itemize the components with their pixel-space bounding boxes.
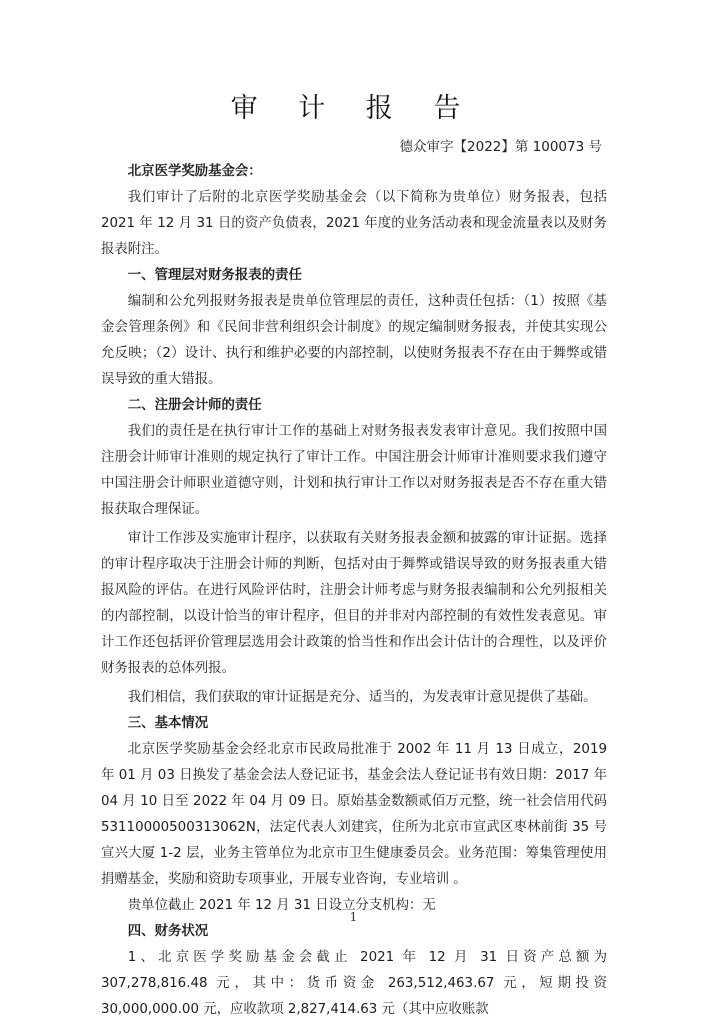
section-basic-info [101, 711, 607, 919]
section-heading: 二、注册会计师的责任 [127, 398, 262, 413]
section-paragraph: 我们相信，我们获取的审计证据是充分、适当的，为发表审计意见提供了基础。 [127, 690, 597, 705]
salutation: 北京医学奖励基金会： [127, 164, 262, 179]
report-body [101, 159, 607, 1023]
section-heading: 四、财务状况 [127, 924, 209, 939]
section-heading: 三、基本情况 [127, 716, 209, 731]
section-paragraph: 审计工作涉及实施审计程序，以获取有关财务报表金额和披露的审计证据。选择的审计程序取决于注册会计师的判断，包括对由于舞弊或错误导致的财务报表重大错报风险的评估。在进行风险评估时，注册会计师考虑与财务报表编制和公允列报相关的内部控制，以设计恰当的审计程序，但目的并非对内部控制的有效性发表意见。审计工作还包括评价管理层选用会计政策的恰当性和作出会计估计的合理性，以及评价财务报表的总体列报。 [101, 531, 607, 676]
section-management-responsibility [101, 263, 607, 393]
page-title: 审 计 报 告 [230, 93, 477, 124]
section-financial-status [101, 919, 607, 1023]
section-heading: 一、管理层对财务报表的责任 [127, 268, 302, 283]
section-paragraph: 编制和公允列报财务报表是贵单位管理层的责任，这种责任包括：（1）按照《基金会管理条例》和《民间非营利组织会计制度》的规定编制财务报表，并使其实现公允反映；（2）设计、执行和维护必要的内部控制，以使财务报表不存在由于舞弊或错误导致的重大错报。 [101, 294, 607, 387]
section-paragraph: 北京医学奖励基金会经北京市民政局批准于 2002 年 11 月 13 日成立，2019 年 01 月 03 日换发了基金会法人登记证书，基金会法人登记证书有效日期：2017 年 04 月 10 日至 2022 年 04 月 09 日。原始基金数额贰佰万元整，统一社会信用代码 53110000500313062N，法定代表人刘建宾，住所为北京市宣武区枣林前街 35 号宣兴大厦 1-2 层，业务主管单位为北京市卫生健康委员会。业务范围：筹集管理使用捐赠基金，奖励和资助专项事业，开展专业咨询，专业培训 。 [101, 742, 607, 887]
section-paragraph: 我们的责任是在执行审计工作的基础上对财务报表发表审计意见。我们按照中国注册会计师审计准则的规定执行了审计工作。中国注册会计师审计准则要求我们遵守中国注册会计师职业道德守则，计划和执行审计工作以对财务报表是否不存在重大错报获取合理保证。 [101, 424, 607, 517]
section-auditor-responsibility [101, 393, 607, 711]
page-number: 1 [349, 910, 358, 924]
section-paragraph: 贵单位截止 2021 年 12 月 31 日设立分支机构：无 [127, 898, 436, 913]
intro-paragraph: 我们审计了后附的北京医学奖励基金会（以下简称为贵单位）财务报表，包括 2021 年 12 月 31 日的资产负债表，2021 年度的业务活动表和现金流量表以及财务报表附注。 [101, 190, 607, 257]
section-paragraph: 1、北京医学奖励基金会截止 2021 年 12 月 31 日资产总额为 307,278,816.48 元，其中：货币资金 263,512,463.67 元，短期投资 30,000,000.00 元，应收款项 2,827,414.63 元（其中应收账款 [101, 950, 607, 1017]
reference-number: 德众审字【2022】第 100073 号 [399, 139, 602, 155]
